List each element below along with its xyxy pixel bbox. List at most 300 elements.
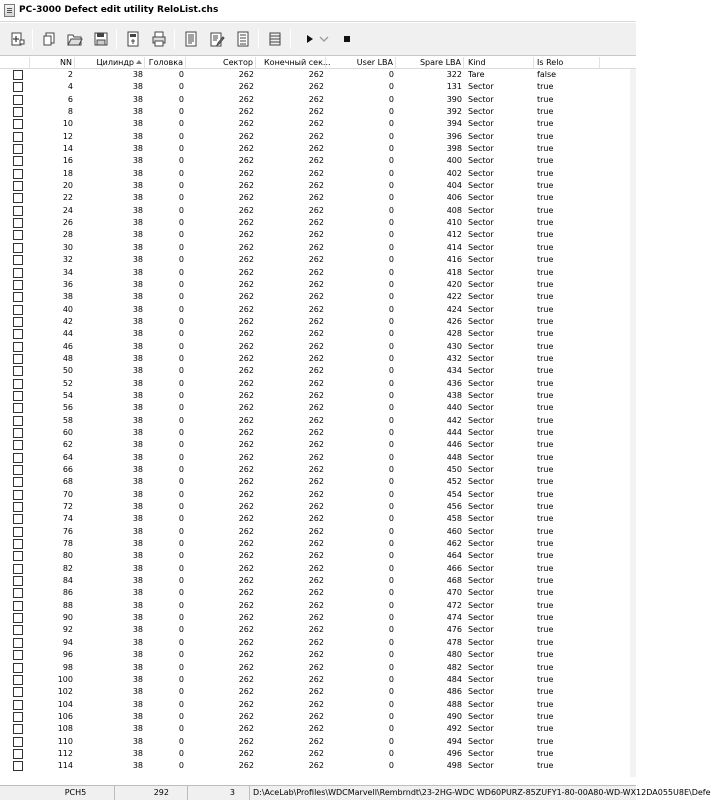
cell-is-relo: true xyxy=(537,477,554,487)
cell-nn: 68 xyxy=(62,477,73,487)
cell-sector: 262 xyxy=(238,465,254,474)
print-document-button[interactable] xyxy=(148,28,170,50)
cell-cylinder: 38 xyxy=(132,144,143,154)
cell-end-sector: 262 xyxy=(308,489,324,499)
table-row[interactable] xyxy=(0,316,636,328)
cell-cylinder: 38 xyxy=(132,94,143,104)
cell-head: 0 xyxy=(178,539,184,549)
row-checkbox[interactable] xyxy=(13,292,23,302)
cell-nn: 50 xyxy=(62,366,73,376)
cell-cylinder: 38 xyxy=(132,514,143,524)
cell-cylinder: 38 xyxy=(132,452,143,462)
cell-spare-lba: 420 xyxy=(446,279,462,289)
header-sector[interactable]: Сектор xyxy=(186,57,256,69)
table-row[interactable] xyxy=(0,662,636,674)
header-spare-lba[interactable]: Spare LBA xyxy=(396,57,464,69)
cell-head: 0 xyxy=(178,662,184,672)
table-row[interactable] xyxy=(0,118,636,130)
cell-sector: 262 xyxy=(238,292,254,302)
cell-cylinder: 38 xyxy=(132,304,143,314)
cell-cylinder: 38 xyxy=(132,242,143,252)
cell-sector: 262 xyxy=(238,415,254,425)
table-row[interactable] xyxy=(0,686,636,698)
table-row[interactable] xyxy=(0,242,636,254)
table-row[interactable] xyxy=(0,538,636,550)
cell-user-lba: 0 xyxy=(388,181,394,191)
cell-is-relo: true xyxy=(537,465,554,474)
cell-user-lba: 0 xyxy=(388,662,394,672)
cell-user-lba: 0 xyxy=(388,563,394,573)
cell-spare-lba: 476 xyxy=(446,625,462,635)
cell-user-lba: 0 xyxy=(388,748,394,758)
cell-head: 0 xyxy=(178,551,184,561)
row-checkbox[interactable] xyxy=(13,317,23,327)
cell-sector: 262 xyxy=(238,144,254,154)
cell-sector: 262 xyxy=(238,711,254,721)
table-row[interactable] xyxy=(0,415,636,427)
cell-kind: Sector xyxy=(468,625,494,635)
cell-spare-lba: 426 xyxy=(446,316,462,326)
header-checkbox-column xyxy=(0,57,30,69)
table-row[interactable] xyxy=(0,155,636,167)
table-row[interactable] xyxy=(0,748,636,760)
cell-head: 0 xyxy=(178,427,184,437)
cell-sector: 262 xyxy=(238,748,254,758)
row-checkbox[interactable] xyxy=(13,193,23,203)
row-checkbox[interactable] xyxy=(13,576,23,586)
table-row[interactable] xyxy=(0,279,636,291)
row-checkbox[interactable] xyxy=(13,650,23,660)
cell-spare-lba: 498 xyxy=(446,761,462,771)
cell-nn: 38 xyxy=(62,292,73,302)
row-checkbox[interactable] xyxy=(13,218,23,228)
toolbar-separator xyxy=(116,29,117,49)
row-checkbox[interactable] xyxy=(13,687,23,697)
cell-end-sector: 262 xyxy=(308,600,324,610)
cell-end-sector: 262 xyxy=(308,625,324,635)
row-checkbox[interactable] xyxy=(13,638,23,648)
row-checkbox[interactable] xyxy=(13,169,23,179)
table-row[interactable] xyxy=(0,304,636,316)
row-checkbox[interactable] xyxy=(13,354,23,364)
row-checkbox[interactable] xyxy=(13,403,23,413)
table-row[interactable] xyxy=(0,501,636,513)
header-end-sector[interactable]: Конечный сек... xyxy=(256,57,326,69)
cell-nn: 102 xyxy=(57,687,73,697)
row-checkbox[interactable] xyxy=(13,329,23,339)
cell-end-sector: 262 xyxy=(308,94,324,104)
calculator-icon xyxy=(125,31,141,47)
row-checkbox[interactable] xyxy=(13,107,23,117)
row-checkbox[interactable] xyxy=(13,625,23,635)
cell-cylinder: 38 xyxy=(132,82,143,92)
row-checkbox[interactable] xyxy=(13,144,23,154)
table-row[interactable] xyxy=(0,353,636,365)
table-row[interactable] xyxy=(0,464,636,476)
table-row[interactable] xyxy=(0,699,636,711)
cell-spare-lba: 448 xyxy=(446,452,462,462)
table-row[interactable] xyxy=(0,81,636,93)
row-checkbox[interactable] xyxy=(13,712,23,722)
cell-is-relo: true xyxy=(537,440,554,450)
row-checkbox[interactable] xyxy=(13,551,23,561)
cell-end-sector: 262 xyxy=(308,650,324,660)
cell-head: 0 xyxy=(178,366,184,376)
row-checkbox[interactable] xyxy=(13,514,23,524)
cell-end-sector: 262 xyxy=(308,70,324,79)
cell-cylinder: 38 xyxy=(132,699,143,709)
row-checkbox[interactable] xyxy=(13,465,23,475)
row-checkbox[interactable] xyxy=(13,749,23,759)
table-row[interactable] xyxy=(0,365,636,377)
header-is-relo[interactable]: Is Relo xyxy=(534,57,600,69)
row-checkbox[interactable] xyxy=(13,588,23,598)
cell-end-sector: 262 xyxy=(308,82,324,92)
cell-kind: Sector xyxy=(468,711,494,721)
row-checkbox[interactable] xyxy=(13,675,23,685)
cell-cylinder: 38 xyxy=(132,230,143,240)
row-checkbox[interactable] xyxy=(13,95,23,105)
cell-head: 0 xyxy=(178,588,184,598)
cell-kind: Sector xyxy=(468,255,494,265)
cell-cylinder: 38 xyxy=(132,489,143,499)
cell-is-relo: true xyxy=(537,390,554,400)
cell-user-lba: 0 xyxy=(388,452,394,462)
table-row[interactable] xyxy=(0,637,636,649)
table-row[interactable] xyxy=(0,489,636,501)
cell-spare-lba: 466 xyxy=(446,563,462,573)
row-checkbox[interactable] xyxy=(13,477,23,487)
calculator-button[interactable] xyxy=(122,28,144,50)
table-row[interactable] xyxy=(0,390,636,402)
cell-is-relo: true xyxy=(537,637,554,647)
row-checkbox[interactable] xyxy=(13,737,23,747)
row-checkbox[interactable] xyxy=(13,82,23,92)
row-checkbox[interactable] xyxy=(13,70,23,80)
cell-is-relo: true xyxy=(537,82,554,92)
cell-is-relo: true xyxy=(537,489,554,499)
cell-spare-lba: 486 xyxy=(446,687,462,697)
document-print-icon xyxy=(151,31,167,47)
cell-user-lba: 0 xyxy=(388,242,394,252)
table-row[interactable] xyxy=(0,131,636,143)
cell-head: 0 xyxy=(178,181,184,191)
cell-kind: Sector xyxy=(468,650,494,660)
cell-nn: 14 xyxy=(62,144,73,154)
cell-is-relo: true xyxy=(537,625,554,635)
status-count: 292 xyxy=(115,786,188,800)
row-checkbox[interactable] xyxy=(13,761,23,771)
table-row[interactable] xyxy=(0,254,636,266)
cell-user-lba: 0 xyxy=(388,687,394,697)
cell-cylinder: 38 xyxy=(132,724,143,734)
table-row[interactable] xyxy=(0,402,636,414)
cell-head: 0 xyxy=(178,316,184,326)
cell-cylinder: 38 xyxy=(132,502,143,512)
cell-user-lba: 0 xyxy=(388,613,394,623)
cell-cylinder: 38 xyxy=(132,366,143,376)
row-checkbox[interactable] xyxy=(13,181,23,191)
cell-sector: 262 xyxy=(238,193,254,203)
row-checkbox[interactable] xyxy=(13,379,23,389)
cell-nn: 94 xyxy=(62,637,73,647)
cell-spare-lba: 408 xyxy=(446,205,462,215)
cell-spare-lba: 416 xyxy=(446,255,462,265)
cell-sector: 262 xyxy=(238,329,254,339)
table-row[interactable] xyxy=(0,192,636,204)
row-checkbox[interactable] xyxy=(13,391,23,401)
table-row[interactable] xyxy=(0,575,636,587)
database-button[interactable] xyxy=(264,28,286,50)
cell-end-sector: 262 xyxy=(308,329,324,339)
cell-is-relo: true xyxy=(537,279,554,289)
cell-sector: 262 xyxy=(238,526,254,536)
table-row[interactable] xyxy=(0,328,636,340)
cell-spare-lba: 398 xyxy=(446,144,462,154)
cell-cylinder: 38 xyxy=(132,205,143,215)
row-checkbox[interactable] xyxy=(13,663,23,673)
header-nn[interactable]: NN xyxy=(30,57,75,69)
cell-user-lba: 0 xyxy=(388,403,394,413)
cell-end-sector: 262 xyxy=(308,341,324,351)
row-checkbox[interactable] xyxy=(13,502,23,512)
cell-head: 0 xyxy=(178,255,184,265)
table-row[interactable] xyxy=(0,476,636,488)
cell-is-relo: true xyxy=(537,724,554,734)
table-row[interactable] xyxy=(0,229,636,241)
cell-nn: 90 xyxy=(62,613,73,623)
row-checkbox[interactable] xyxy=(13,700,23,710)
row-checkbox[interactable] xyxy=(13,280,23,290)
row-checkbox[interactable] xyxy=(13,490,23,500)
cell-user-lba: 0 xyxy=(388,230,394,240)
table-row[interactable] xyxy=(0,736,636,748)
cell-spare-lba: 452 xyxy=(446,477,462,487)
header-head[interactable]: Головка xyxy=(145,57,186,69)
row-checkbox[interactable] xyxy=(13,342,23,352)
table-row[interactable] xyxy=(0,69,636,81)
table-row[interactable] xyxy=(0,180,636,192)
table-row[interactable] xyxy=(0,674,636,686)
table-row[interactable] xyxy=(0,452,636,464)
cell-head: 0 xyxy=(178,514,184,524)
table-row[interactable] xyxy=(0,378,636,390)
cell-kind: Sector xyxy=(468,82,494,92)
cell-cylinder: 38 xyxy=(132,600,143,610)
vertical-scrollbar[interactable] xyxy=(630,69,636,777)
cell-user-lba: 0 xyxy=(388,539,394,549)
table-row[interactable] xyxy=(0,711,636,723)
table-row[interactable] xyxy=(0,649,636,661)
row-checkbox[interactable] xyxy=(13,366,23,376)
row-checkbox[interactable] xyxy=(13,564,23,574)
cell-is-relo: true xyxy=(537,119,554,129)
row-checkbox[interactable] xyxy=(13,601,23,611)
toolbar xyxy=(0,23,636,56)
cell-end-sector: 262 xyxy=(308,687,324,697)
cell-head: 0 xyxy=(178,563,184,573)
cell-kind: Sector xyxy=(468,403,494,413)
cell-end-sector: 262 xyxy=(308,711,324,721)
cell-end-sector: 262 xyxy=(308,613,324,623)
table-row[interactable] xyxy=(0,513,636,525)
cell-nn: 26 xyxy=(62,218,73,228)
cell-sector: 262 xyxy=(238,168,254,178)
row-checkbox[interactable] xyxy=(13,206,23,216)
cell-end-sector: 262 xyxy=(308,502,324,512)
row-checkbox[interactable] xyxy=(13,132,23,142)
table-row[interactable] xyxy=(0,427,636,439)
copy-button[interactable] xyxy=(38,28,60,50)
cell-spare-lba: 396 xyxy=(446,131,462,141)
header-user-lba[interactable]: User LBA xyxy=(326,57,396,69)
cell-user-lba: 0 xyxy=(388,650,394,660)
cell-head: 0 xyxy=(178,687,184,697)
cell-head: 0 xyxy=(178,711,184,721)
row-checkbox[interactable] xyxy=(13,119,23,129)
row-checkbox[interactable] xyxy=(13,539,23,549)
cell-head: 0 xyxy=(178,650,184,660)
row-checkbox[interactable] xyxy=(13,527,23,537)
cell-kind: Sector xyxy=(468,551,494,561)
cell-spare-lba: 392 xyxy=(446,107,462,117)
cell-spare-lba: 492 xyxy=(446,724,462,734)
play-dropdown-button[interactable] xyxy=(318,28,330,50)
cell-end-sector: 262 xyxy=(308,415,324,425)
row-checkbox[interactable] xyxy=(13,243,23,253)
cell-kind: Sector xyxy=(468,427,494,437)
table-row[interactable] xyxy=(0,439,636,451)
cell-sector: 262 xyxy=(238,181,254,191)
row-checkbox[interactable] xyxy=(13,428,23,438)
row-checkbox[interactable] xyxy=(13,305,23,315)
cell-nn: 100 xyxy=(57,674,73,684)
cell-nn: 88 xyxy=(62,600,73,610)
cell-is-relo: true xyxy=(537,230,554,240)
row-checkbox[interactable] xyxy=(13,416,23,426)
cell-end-sector: 262 xyxy=(308,205,324,215)
cell-sector: 262 xyxy=(238,366,254,376)
add-record-button[interactable] xyxy=(6,28,28,50)
cell-is-relo: true xyxy=(537,94,554,104)
list-button[interactable] xyxy=(232,28,254,50)
cell-user-lba: 0 xyxy=(388,600,394,610)
cell-sector: 262 xyxy=(238,477,254,487)
cell-head: 0 xyxy=(178,279,184,289)
table-row[interactable] xyxy=(0,341,636,353)
cell-cylinder: 38 xyxy=(132,329,143,339)
row-checkbox[interactable] xyxy=(13,156,23,166)
cell-sector: 262 xyxy=(238,131,254,141)
cell-user-lba: 0 xyxy=(388,156,394,166)
cell-spare-lba: 402 xyxy=(446,168,462,178)
cell-is-relo: true xyxy=(537,761,554,771)
cell-is-relo: true xyxy=(537,144,554,154)
cell-cylinder: 38 xyxy=(132,403,143,413)
cell-kind: Sector xyxy=(468,724,494,734)
cell-is-relo: true xyxy=(537,526,554,536)
row-checkbox[interactable] xyxy=(13,440,23,450)
edit-document-button[interactable] xyxy=(206,28,228,50)
cell-sector: 262 xyxy=(238,613,254,623)
cell-kind: Sector xyxy=(468,390,494,400)
cell-spare-lba: 418 xyxy=(446,267,462,277)
cell-kind: Sector xyxy=(468,736,494,746)
table-row[interactable] xyxy=(0,760,636,772)
cell-is-relo: true xyxy=(537,292,554,302)
header-kind[interactable]: Kind xyxy=(464,57,534,69)
cell-kind: Sector xyxy=(468,267,494,277)
cell-end-sector: 262 xyxy=(308,427,324,437)
row-checkbox[interactable] xyxy=(13,268,23,278)
row-checkbox[interactable] xyxy=(13,255,23,265)
row-checkbox[interactable] xyxy=(13,724,23,734)
table-row[interactable] xyxy=(0,267,636,279)
cell-cylinder: 38 xyxy=(132,119,143,129)
table-row[interactable] xyxy=(0,291,636,303)
cell-is-relo: true xyxy=(537,736,554,746)
table-row[interactable] xyxy=(0,600,636,612)
save-button[interactable] xyxy=(90,28,112,50)
open-folder-button[interactable] xyxy=(64,28,86,50)
table-row[interactable] xyxy=(0,550,636,562)
cell-head: 0 xyxy=(178,502,184,512)
table-row[interactable] xyxy=(0,723,636,735)
cell-spare-lba: 430 xyxy=(446,341,462,351)
cell-user-lba: 0 xyxy=(388,489,394,499)
cell-kind: Sector xyxy=(468,378,494,388)
table-header xyxy=(0,57,636,69)
table-row[interactable] xyxy=(0,205,636,217)
table-row[interactable] xyxy=(0,563,636,575)
cell-end-sector: 262 xyxy=(308,119,324,129)
cell-kind: Sector xyxy=(468,452,494,462)
cell-spare-lba: 446 xyxy=(446,440,462,450)
table-row[interactable] xyxy=(0,168,636,180)
row-checkbox[interactable] xyxy=(13,230,23,240)
cell-nn: 36 xyxy=(62,279,73,289)
table-row[interactable] xyxy=(0,612,636,624)
report-button[interactable] xyxy=(180,28,202,50)
cell-spare-lba: 480 xyxy=(446,650,462,660)
cell-nn: 58 xyxy=(62,415,73,425)
table-row[interactable] xyxy=(0,106,636,118)
table-row[interactable] xyxy=(0,526,636,538)
edit-document-icon xyxy=(209,31,225,47)
cell-cylinder: 38 xyxy=(132,613,143,623)
row-checkbox[interactable] xyxy=(13,453,23,463)
cell-head: 0 xyxy=(178,230,184,240)
table-row[interactable] xyxy=(0,143,636,155)
cell-head: 0 xyxy=(178,674,184,684)
cell-sector: 262 xyxy=(238,650,254,660)
stop-button[interactable] xyxy=(338,28,356,50)
cell-spare-lba: 414 xyxy=(446,242,462,252)
cell-sector: 262 xyxy=(238,107,254,117)
cell-user-lba: 0 xyxy=(388,107,394,117)
table-row[interactable] xyxy=(0,587,636,599)
cell-kind: Sector xyxy=(468,699,494,709)
header-cylinder[interactable] xyxy=(75,57,145,69)
cell-head: 0 xyxy=(178,477,184,487)
row-checkbox[interactable] xyxy=(13,613,23,623)
table-row[interactable] xyxy=(0,217,636,229)
cell-nn: 60 xyxy=(62,427,73,437)
cell-kind: Sector xyxy=(468,218,494,228)
table-row[interactable] xyxy=(0,94,636,106)
table-row[interactable] xyxy=(0,624,636,636)
cell-head: 0 xyxy=(178,415,184,425)
